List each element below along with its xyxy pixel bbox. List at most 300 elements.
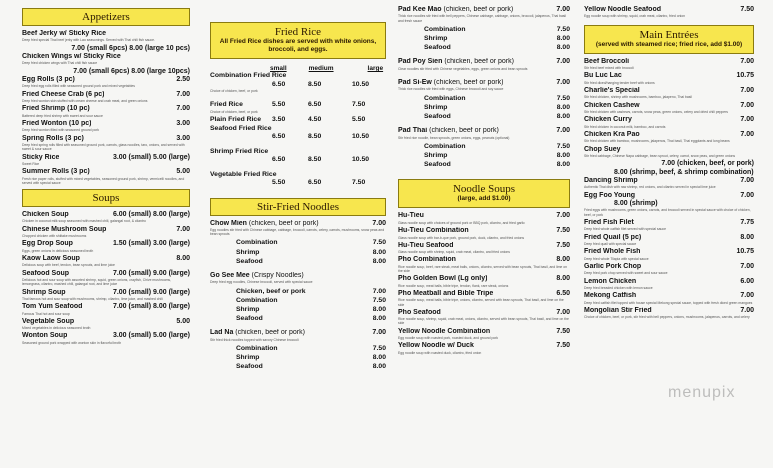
- item-name: [210, 272, 304, 280]
- item-price-2: 8.00 (shrimp): [614, 200, 658, 208]
- sub-option-name: Seafood: [236, 257, 263, 265]
- item-desc: Deep fried special Thai beef jerky with Lao seasonings. Served with Thai chili fish sauce.: [22, 38, 155, 43]
- menu-item: [584, 307, 754, 315]
- spacer: [398, 169, 570, 175]
- sub-option-price: 8.00: [372, 248, 386, 256]
- item-price: 7.00 (small) 9.00 (large): [112, 269, 190, 277]
- price-small: 6.50: [272, 133, 286, 141]
- item-name: Lemon Chicken: [584, 277, 637, 285]
- fried-rice-name: [210, 179, 272, 187]
- item-name: Chicken Curry: [584, 116, 632, 124]
- item-name: Fried Shrimp (10 pc): [22, 105, 90, 113]
- menu-item: [22, 68, 190, 76]
- sub-option: [398, 25, 570, 34]
- item-desc: Fresh rice paper rolls, stuffed with mixed vegetables, seasoned ground pork, shrimp, vermicelli noodles, and served with special sauce: [22, 176, 185, 185]
- menu-item: [22, 226, 190, 234]
- sub-option-price: 8.00: [556, 103, 570, 111]
- item-name: [398, 6, 513, 14]
- item-desc: Fried eggs with mushrooms, green onions, carrots, and broccoli served in special sauce with choice of chicken, beef, or pork: [584, 208, 751, 217]
- item-price: 8.00: [176, 254, 190, 262]
- item-name: [398, 58, 514, 66]
- dish-suffix: (chicken, beef or pork): [443, 6, 514, 13]
- sub-option-price: 8.00: [556, 35, 570, 43]
- item-desc: Chicken in coconut milk soup seasoned with mashed chili, galangal root, & cilantro: [22, 219, 146, 224]
- price-large: 10.50: [352, 80, 370, 88]
- item-price: 7.00 (small 6pcs) 8.00 (large 10pcs): [73, 67, 190, 75]
- noodle-soups-header: [398, 179, 570, 208]
- menu-item: [210, 220, 386, 228]
- item-name: Chicken Wings w/ Sticky Rice: [22, 53, 121, 61]
- item-price: 10.75: [736, 248, 754, 256]
- sub-option-price: 8.00: [372, 257, 386, 265]
- sub-option-name: Shrimp: [236, 248, 260, 256]
- fried-rice-note: All Fried Rice dishes are served with white onions, broccoli, and eggs.: [219, 38, 377, 54]
- sub-option: [210, 344, 386, 353]
- sub-option-name: Shrimp: [424, 35, 448, 43]
- item-desc: Stir fried thick noodles topped with savory Chinese broccoli: [210, 337, 299, 342]
- item-desc: Clear noodles stir fried with Chinese vegetables, eggs, green onions and bean sprouts: [398, 66, 528, 71]
- sub-option-price: 7.00: [372, 287, 386, 295]
- menu-item: [398, 309, 570, 317]
- size-large-label: large: [367, 65, 384, 73]
- item-desc: Stir fried chicken in coconut milk, bamboo, and carrots: [584, 124, 666, 129]
- price-large: [352, 171, 382, 179]
- item-name: [398, 127, 499, 135]
- item-desc: Glass noodle soup with bar-b-que pork, ground pork, duck, cilantro, and fried onions: [398, 235, 525, 240]
- sub-option: [398, 112, 570, 121]
- item-price: 7.00 (small) 8.00 (large): [112, 303, 190, 311]
- sub-option-name: Chicken, beef or pork: [236, 287, 306, 295]
- item-price: 7.00: [556, 127, 570, 135]
- sub-option-price: 8.00: [372, 363, 386, 371]
- main-entrees-title: Main Entrées: [639, 28, 699, 41]
- item-desc: Thai famous hot and sour soup with mushrooms, shrimp, cilantro, lime juice, and mashed chili: [22, 296, 163, 301]
- noodle-soups-title: Noodle Soups: [452, 183, 516, 196]
- item-price: 7.00: [740, 177, 754, 185]
- item-price: 3.00: [176, 119, 190, 127]
- fried-rice-row: [210, 133, 386, 141]
- menu-item: [22, 30, 190, 38]
- sub-option-name: Combination: [236, 296, 278, 304]
- sub-option-name: Seafood: [236, 315, 263, 323]
- item-name: Mekong Catfish: [584, 292, 637, 300]
- item-desc: Stir fried beef mixed with broccoli: [584, 66, 634, 71]
- sub-option-name: Combination: [236, 239, 278, 247]
- item-price: 7.50: [556, 241, 570, 249]
- dish-name: Pad Kee Mao: [398, 6, 442, 13]
- item-desc: Egg noodle soup with shrimp, squid, crab meat, cilantro, fried onion: [584, 14, 686, 19]
- item-price: 7.00: [740, 116, 754, 124]
- item-name: Sticky Rice: [22, 153, 60, 161]
- item-desc: Egg noodle soup with roasted duck, cilantro, fried onion: [398, 350, 482, 355]
- menu-item: [584, 58, 754, 66]
- fried-rice-name: Seafood Fried Rice: [210, 124, 272, 132]
- item-price: 3.00 (small) 5.00 (large): [112, 153, 190, 161]
- item-name: [210, 329, 305, 337]
- menu-item: [22, 332, 190, 340]
- menu-item: [584, 292, 754, 300]
- item-desc: Deep fried wonton filled with seasoned ground pork: [22, 128, 100, 133]
- item-name: Wonton Soup: [22, 332, 68, 340]
- menu-item: [584, 131, 754, 139]
- menu-item: [398, 256, 570, 264]
- item-name: [210, 220, 319, 228]
- fried-rice-row: [210, 179, 386, 187]
- item-desc: Deep fried chicken wings with Thai chili fish sauce: [22, 61, 98, 66]
- item-price: 5.00: [176, 168, 190, 176]
- menu-item: [398, 6, 570, 14]
- menu-item: [22, 154, 190, 162]
- fried-rice-name: Plain Fried Rice: [210, 116, 261, 124]
- menu-item: [584, 278, 754, 286]
- size-small-label: small: [270, 65, 287, 73]
- item-price: 8.00: [740, 233, 754, 241]
- appetizers-list: [22, 30, 190, 185]
- item-price: 7.00: [740, 191, 754, 199]
- fried-rice-row: [210, 156, 386, 164]
- sub-option-price: 7.50: [556, 25, 570, 33]
- sub-option: [398, 160, 570, 169]
- item-name: Dancing Shrimp: [584, 177, 638, 185]
- item-desc: Chopped chicken with shiitake mushrooms: [22, 234, 87, 239]
- menu-item: [584, 87, 754, 95]
- item-price: 7.00: [740, 101, 754, 109]
- price-large: [352, 72, 382, 80]
- price-large: 10.50: [352, 133, 370, 141]
- item-desc: Deep fried whole catfish filet served with special sauce: [584, 227, 666, 232]
- stir-fried-noodles-header: Stir-Fried Noodles: [210, 198, 386, 216]
- item-desc: Glass noodle soup with choices of ground pork or BBQ pork, cilantro, and fried garlic: [398, 220, 525, 225]
- item-name: Vegetable Soup: [22, 317, 75, 325]
- sub-option-price: 7.50: [372, 239, 386, 247]
- fried-rice-desc: Choice of chicken, beef, or pork: [210, 89, 258, 94]
- sub-option: [210, 238, 386, 247]
- column-3: [398, 6, 570, 357]
- menu-item: [584, 234, 754, 242]
- fried-rice-row: [210, 125, 386, 133]
- price-small: [272, 148, 308, 156]
- sub-option-price: 8.00: [556, 152, 570, 160]
- menu-item: [584, 248, 754, 256]
- item-name: Garlic Pork Chop: [584, 262, 642, 270]
- sub-option: [210, 314, 386, 323]
- menu-item: [22, 168, 190, 176]
- item-name: Charlie's Special: [584, 87, 640, 95]
- fried-rice-size-labels: [210, 65, 386, 72]
- menu-item: [584, 146, 754, 154]
- soups-list: [22, 211, 190, 345]
- item-name: Chicken Soup: [22, 211, 69, 219]
- watermark: menupix: [668, 384, 736, 401]
- price-medium: 8.50: [308, 133, 322, 141]
- fried-rice-row: [210, 148, 386, 156]
- item-name: Kaow Laow Soup: [22, 254, 80, 262]
- sub-option-price: 8.00: [372, 315, 386, 323]
- item-name: Hu-Tieu Seafood: [398, 241, 454, 249]
- item-desc: Stir fried cabbage, Chinese Napa cabbage, bean sprout, celery, carrot, snow peas, and green onions: [584, 154, 736, 158]
- item-desc: Seasoned ground pork wrapped with wonton skin in flavorful broth: [22, 340, 122, 345]
- item-name: Fried Quail (5 pc): [584, 233, 642, 241]
- fried-rice-row: [210, 81, 386, 89]
- item-desc: Stir fried rice noodle, bean sprouts, green onions, eggs, peanuts (optional): [398, 135, 510, 140]
- menu-item: [398, 227, 570, 235]
- item-price: 6.50: [556, 289, 570, 297]
- item-name: Fried Fish Filet: [584, 218, 634, 226]
- column-2: [210, 6, 386, 371]
- column-1: [22, 6, 190, 347]
- menu-item: [210, 329, 386, 337]
- item-desc: Deep fried egg noodles, Chinese broccoli, served with special sauce: [210, 280, 313, 285]
- item-name: Mongolian Stir Fried: [584, 306, 652, 314]
- item-price: 2.50: [176, 76, 190, 84]
- item-name: Spring Rolls (3 pc): [22, 134, 84, 142]
- sub-option-name: Combination: [424, 25, 466, 33]
- item-desc: Stir fried diced/hanging tender beef with onions: [584, 80, 655, 85]
- price-small: [272, 125, 308, 133]
- fried-rice-header: [210, 22, 386, 59]
- item-desc: Eggs, green onions in delicious seasoned broth: [22, 248, 94, 253]
- dish-name: Lad Na: [210, 329, 234, 337]
- price-large: 10.50: [352, 156, 370, 164]
- item-price: 7.50: [556, 327, 570, 335]
- item-desc: Stir fried chicken with cashews, carrots, snow peas, green onions, celery and dried chili peppers: [584, 110, 728, 115]
- fried-rice-row: [210, 101, 386, 109]
- item-desc: Egg noodles stir fried with Chinese cabbage, cabbage, broccoli, carrots, celery, carrots, mushrooms, snow peas and bean sprouts: [210, 227, 385, 237]
- menu-item: [22, 289, 190, 297]
- item-name: Fried Wonton (10 pc): [22, 119, 92, 127]
- fried-rice-name: Fried Rice: [210, 101, 243, 109]
- price-small: [272, 171, 308, 179]
- sub-option-name: Combination: [424, 94, 466, 102]
- dish-name: Pad Poy Sien: [398, 58, 443, 66]
- item-name: Shrimp Soup: [22, 288, 66, 296]
- item-desc: Egg noodle soup with roasted pork, roasted duck, and ground pork: [398, 336, 499, 341]
- item-desc: Deep fried whole Tilapia with special sauce: [584, 256, 649, 261]
- menu-item: [398, 328, 570, 336]
- item-price: 7.00 (chicken, beef, or pork): [661, 160, 754, 168]
- item-name: Beef Broccoli: [584, 57, 630, 65]
- sub-option-price: 8.00: [372, 305, 386, 313]
- menu-item: [22, 76, 190, 84]
- sub-option: [398, 94, 570, 103]
- sub-option: [210, 296, 386, 305]
- item-price: 7.50: [556, 342, 570, 350]
- main-entrees-list: [584, 58, 754, 320]
- item-price: 7.50: [556, 227, 570, 235]
- menu-item: [398, 58, 570, 66]
- item-desc: Rice noodle soup, meat balls, bible tripe, tendon, flank, rare steak, onions: [398, 283, 509, 288]
- item-price: 8.00: [556, 256, 570, 264]
- fried-rice-desc: Choice of chicken, beef, or pork: [210, 109, 258, 114]
- item-name: Fried Cheese Crab (6 pc): [22, 90, 105, 98]
- price-large: 7.50: [352, 179, 366, 187]
- soups-header: Soups: [22, 189, 190, 207]
- noodle-soups-list: [398, 212, 570, 355]
- price-medium: 8.50: [308, 80, 322, 88]
- item-name: Chop Suey: [584, 145, 621, 153]
- stir-fried-list: [210, 220, 386, 372]
- price-medium: 6.50: [308, 179, 322, 187]
- menu-item: [398, 127, 570, 135]
- item-price: 6.00: [740, 277, 754, 285]
- sub-option: [398, 142, 570, 151]
- price-small: 6.50: [272, 80, 286, 88]
- menu-item: [584, 192, 754, 200]
- item-name: Pho Combination: [398, 256, 456, 264]
- price-small: [272, 72, 308, 80]
- item-price: 8.00: [556, 275, 570, 283]
- item-alt-price: [584, 169, 754, 177]
- dish-name: Chow Mien: [210, 219, 247, 227]
- item-desc: Glass noodle soup with shrimp, squid, crab meat, cilantro, and fried onions: [398, 250, 510, 255]
- item-desc: Stir fried chicken with bamboo, mushrooms, jalapenos, Thai basil, Thai eggplants and long beans: [584, 139, 730, 144]
- sub-option: [210, 257, 386, 266]
- sub-option-name: Shrimp: [424, 152, 448, 160]
- sub-option-price: 7.50: [556, 94, 570, 102]
- sub-option-name: Shrimp: [236, 354, 260, 362]
- item-name: Seafood Soup: [22, 269, 70, 277]
- menu-item: [398, 242, 570, 250]
- sub-option-price: 8.00: [372, 354, 386, 362]
- sub-option-price: 7.50: [372, 344, 386, 352]
- item-desc: Deep fried breaded chicken with lemon sauce: [584, 285, 653, 290]
- item-desc: Rice noodle soup, beef, rare steak, meat balls, onions, cilantro, served with bean sprouts, Thai basil, and lime on the side: [398, 264, 567, 274]
- sub-option: [398, 34, 570, 43]
- item-desc: Delicious soup with beef, tendon, bean sprouts, and lime juice: [22, 263, 115, 268]
- item-price: 7.00: [176, 90, 190, 98]
- item-desc: Deep fried pork chop served with sweet and sour sauce: [584, 271, 668, 276]
- menu-item: [22, 135, 190, 143]
- item-name: Chicken Cashew: [584, 101, 640, 109]
- item-name: Egg Foo Young: [584, 191, 636, 199]
- fried-rice-row: [210, 171, 386, 179]
- sub-option-price: 8.00: [556, 44, 570, 52]
- item-name: Yellow Noodle w/ Duck: [398, 342, 474, 350]
- sub-option-price: 8.00: [556, 161, 570, 169]
- fried-rice-name: [210, 156, 272, 164]
- menu-item: [584, 102, 754, 110]
- sub-option: [398, 43, 570, 52]
- fried-rice-name: [210, 133, 272, 141]
- item-desc: Rice noodle soup, shrimp, squid, crab meat, onions, cilantro, served with bean sprouts, Thai basil, and lime on the side: [398, 317, 569, 326]
- dish-suffix: (chicken, beef or pork): [235, 329, 305, 337]
- item-price: 7.00: [176, 225, 190, 233]
- price-medium: [308, 72, 352, 80]
- item-name: Hu-Tieu: [398, 212, 424, 220]
- menu-item: [584, 177, 754, 185]
- item-desc: Deep fried wonton skin stuffed with cream cheese and crab meat, and green onions: [22, 99, 148, 104]
- menu-item: [22, 120, 190, 128]
- size-medium-label: medium: [308, 65, 334, 73]
- item-name: Tom Yum Seafood: [22, 303, 83, 311]
- price-medium: 4.50: [308, 116, 322, 124]
- item-price: 7.00: [740, 130, 754, 138]
- sub-option-name: Seafood: [424, 161, 451, 169]
- menu-item: [22, 255, 190, 263]
- item-name: Fried Whole Fish: [584, 248, 641, 256]
- price-medium: [308, 125, 352, 133]
- price-small: 3.50: [272, 116, 286, 124]
- item-name: Chinese Mushroom Soup: [22, 225, 107, 233]
- dish-suffix: (Crispy Noodles): [251, 272, 304, 279]
- item-desc: Deep fried egg rolls filled with seasoned ground pork and mixed vegetables: [22, 84, 135, 89]
- main-entrees-note: (served with steamed rice; fried rice, add $1.00): [595, 40, 743, 48]
- main-entrees-header: [584, 25, 754, 54]
- noodle-dishes-list: [398, 6, 570, 175]
- fried-rice-title: Fried Rice: [274, 26, 322, 38]
- sub-option-name: Seafood: [236, 363, 263, 371]
- item-name: Pho Meatball and Bible Tripe: [398, 289, 494, 297]
- item-desc: Deep fried spring rolls filled with seasoned ground pork, carrots, glass noodles, taro, onions, and served with sweet & sour sauce: [22, 143, 185, 152]
- item-desc: Authentic Thai dish with raw shrimp, red onions, and cilantro served in special lime juice: [584, 185, 716, 190]
- item-desc: Deep fried quail with special sauce: [584, 241, 637, 246]
- sub-option-name: Shrimp: [424, 103, 448, 111]
- menu-item: [22, 45, 190, 53]
- item-price: 7.00: [740, 262, 754, 270]
- menu-item: [584, 72, 754, 80]
- price-large: 7.50: [352, 101, 366, 109]
- menu-item: [22, 53, 190, 61]
- sub-option: [210, 248, 386, 257]
- price-large: 5.50: [352, 116, 366, 124]
- item-price: 7.00 (small 6pcs) 8.00 (large 10 pcs): [71, 44, 190, 52]
- fried-rice-name: [210, 81, 272, 89]
- menu-item: [584, 160, 754, 168]
- item-name: Pho Seafood: [398, 308, 441, 316]
- sub-option-name: Seafood: [424, 113, 451, 121]
- item-price: 7.00 (small) 9.00 (large): [112, 288, 190, 296]
- sub-option-price: 8.00: [556, 113, 570, 121]
- item-price: 7.75: [740, 218, 754, 226]
- column-4: [584, 6, 754, 321]
- price-small: 5.50: [272, 101, 286, 109]
- item-name: [398, 79, 503, 87]
- menu-item: [22, 91, 190, 99]
- item-price: 7.00: [372, 329, 386, 337]
- item-price: 7.00: [176, 105, 190, 113]
- item-price: 3.00: [176, 134, 190, 142]
- price-small: 5.50: [272, 179, 286, 187]
- dish-suffix: (chicken, beef or pork): [429, 127, 499, 135]
- item-price: 7.50: [740, 6, 754, 13]
- item-name: Pho Golden Bowl (Lg only): [398, 275, 488, 283]
- appetizers-header: Appetizers: [22, 8, 190, 26]
- item-name: Egg Rolls (3 pc): [22, 76, 75, 84]
- item-price-2: 8.00 (shrimp, beef, & shrimp combination): [614, 168, 754, 176]
- fried-rice-row: [210, 72, 386, 80]
- sub-option: [398, 103, 570, 112]
- sub-option: [210, 353, 386, 362]
- dish-name: Pad Thai: [398, 127, 428, 135]
- item-price: 7.00: [740, 57, 754, 65]
- menu-item: [22, 240, 190, 248]
- sub-option: [210, 362, 386, 371]
- item-name: Hu-Tieu Combination: [398, 227, 469, 235]
- item-desc: Choice of chicken, beef, or pork, stir fried with bell peppers, onions, mushrooms, jalapenos, carrots, and celery: [584, 315, 750, 320]
- fried-rice-name: Vegetable Fried Rice: [210, 170, 277, 178]
- menu-item: [22, 303, 190, 311]
- item-desc: Battered deep fried shrimp with sweet and sour sauce: [22, 113, 103, 118]
- sub-option: [398, 151, 570, 160]
- item-name: Bu Luc Lac: [584, 72, 622, 80]
- menu-item: [22, 318, 190, 326]
- fried-rice-row: [210, 116, 386, 124]
- item-alt-price: [584, 200, 754, 208]
- item-price: 7.00: [556, 79, 570, 87]
- item-desc: Delicious hot and sour soup with assorted shrimp, squid, green onions, crayfish, Chive mushrooms, lemongrass, cilantro, mashed chili, galangal root, and lime juice: [22, 278, 172, 287]
- menu-item: [22, 105, 190, 113]
- sub-option-name: Combination: [424, 142, 466, 150]
